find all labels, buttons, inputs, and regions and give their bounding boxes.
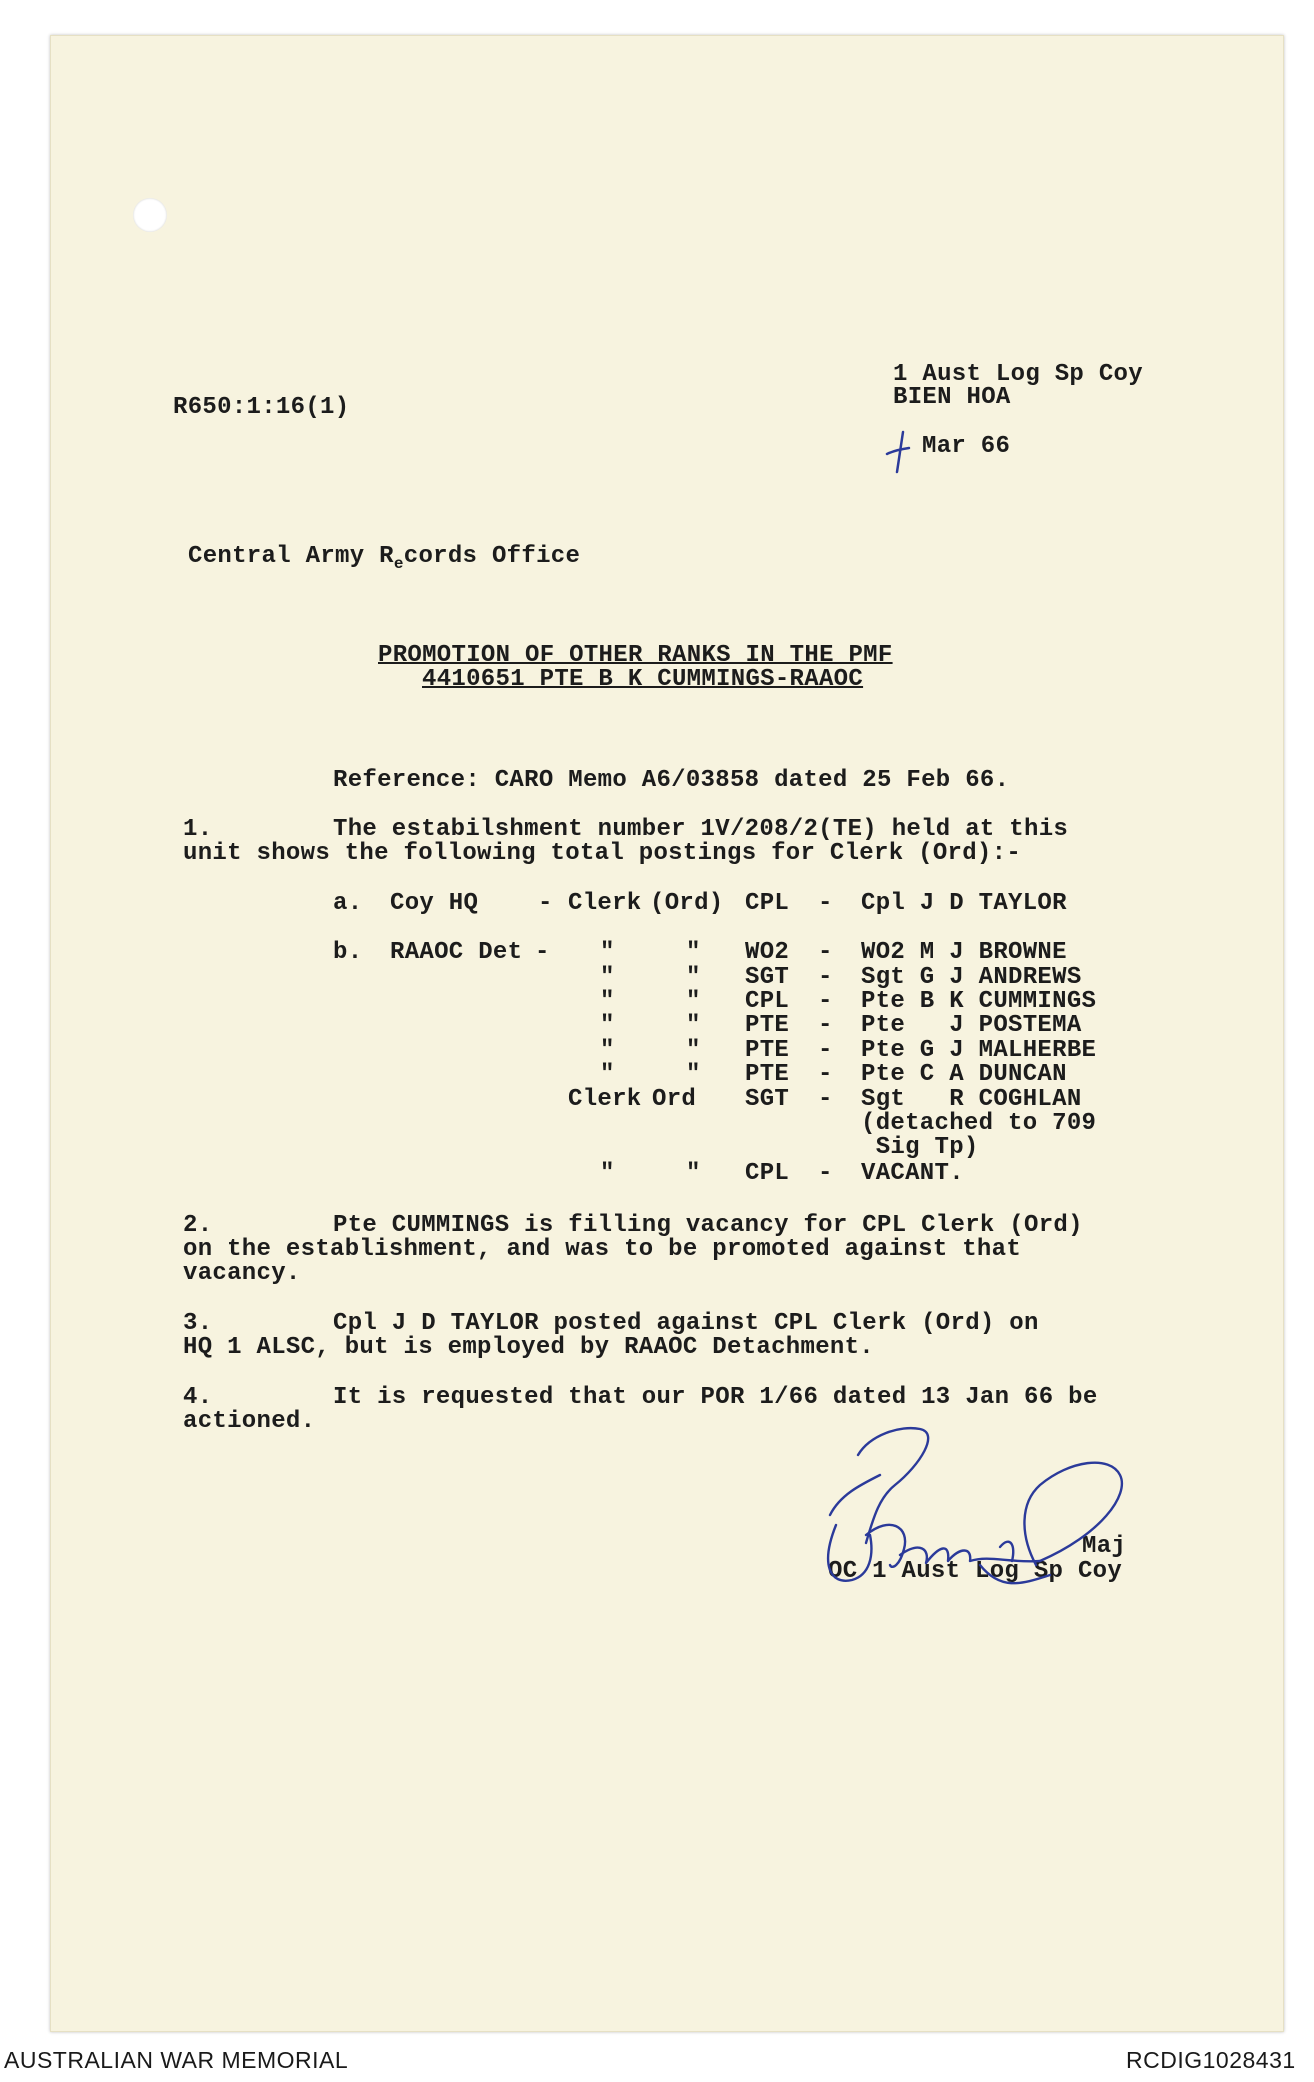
- para2-line2: on the establishment, and was to be promoted against that: [183, 1236, 1022, 1263]
- sender-location: BIEN HOA: [893, 384, 1011, 411]
- posting-holder: Cpl J D TAYLOR: [861, 890, 1067, 917]
- para1-line1: The estabilshment number 1V/208/2(TE) held at this: [333, 816, 1069, 843]
- posting-trade1: ": [600, 1061, 615, 1088]
- signatory-rank: Maj: [1082, 1533, 1127, 1560]
- posting-sep: -: [818, 1037, 833, 1064]
- para2-line3: vacancy.: [183, 1260, 301, 1287]
- handwritten-date-day: [885, 428, 915, 476]
- posting-holder: WO2 M J BROWNE: [861, 939, 1067, 966]
- para3-number: 3.: [183, 1310, 213, 1337]
- footer-record-id: RCDIG1028431: [1126, 2047, 1296, 2073]
- posting-holder: VACANT.: [861, 1160, 964, 1187]
- posting-trade1: ": [600, 1160, 615, 1187]
- reference-line: Reference: CARO Memo A6/03858 dated 25 Feb 66.: [333, 767, 1010, 794]
- posting-sep: -: [818, 964, 833, 991]
- para2-number: 2.: [183, 1212, 213, 1239]
- posting-sep: -: [818, 988, 833, 1015]
- posting-label: a.: [333, 890, 363, 917]
- addressee-sub: e: [393, 555, 404, 573]
- posting-holder: Sgt G J ANDREWS: [861, 964, 1082, 991]
- letter-date: Mar 66: [922, 433, 1011, 460]
- posting-group: Coy HQ: [390, 890, 479, 917]
- posting-rank: CPL: [745, 1160, 790, 1187]
- para3-line2: HQ 1 ALSC, but is employed by RAAOC Detachment.: [183, 1334, 875, 1361]
- posting-rank: PTE: [745, 1037, 790, 1064]
- posting-trade1: ": [600, 988, 615, 1015]
- addressee-suffix: cords Office: [403, 543, 581, 570]
- posting-holder: Pte J POSTEMA: [861, 1012, 1082, 1039]
- posting-trade1: ": [600, 1012, 615, 1039]
- posting-rank: PTE: [745, 1012, 790, 1039]
- posting-trade1: ": [600, 964, 615, 991]
- para3-line1: Cpl J D TAYLOR posted against CPL Clerk (Ord) on: [333, 1310, 1039, 1337]
- posting-rank: CPL: [745, 988, 790, 1015]
- posting-sep: -: [818, 890, 833, 917]
- posting-rank: CPL: [745, 890, 790, 917]
- posting-trade2: ": [686, 1061, 701, 1088]
- para4-line1: It is requested that our POR 1/66 dated 13 Jan 66 be: [333, 1384, 1098, 1411]
- posting-trade2: (Ord): [650, 890, 724, 917]
- posting-holder: Pte C A DUNCAN: [861, 1061, 1067, 1088]
- addressee: [188, 545, 580, 576]
- document-page: [50, 35, 1284, 2032]
- posting-trade1: Clerk: [568, 890, 642, 917]
- sender-unit: 1 Aust Log Sp Coy: [893, 361, 1143, 388]
- addressee-prefix: Central Army R: [188, 543, 394, 570]
- posting-rank: WO2: [745, 939, 790, 966]
- posting-trade2: ": [686, 1012, 701, 1039]
- posting-trade2: ": [686, 1160, 701, 1187]
- heading-title: PROMOTION OF OTHER RANKS IN THE PMF: [378, 642, 893, 669]
- posting-group: RAAOC Det: [390, 939, 523, 966]
- posting-trade2: Ord: [652, 1086, 697, 1113]
- posting-sep: -: [818, 1012, 833, 1039]
- posting-holder: Pte B K CUMMINGS: [861, 988, 1097, 1015]
- signatory-title: OC 1 Aust Log Sp Coy: [828, 1558, 1123, 1585]
- para4-number: 4.: [183, 1384, 213, 1411]
- posting-rank: PTE: [745, 1061, 790, 1088]
- handwritten-signature: [800, 1415, 1140, 1595]
- posting-trade1: Clerk: [568, 1086, 642, 1113]
- posting-trade2: ": [686, 939, 701, 966]
- para1-line2: unit shows the following total postings for Clerk (Ord):-: [183, 840, 1022, 867]
- posting-holder: Sgt R COGHLAN: [861, 1086, 1082, 1113]
- heading-subject: 4410651 PTE B K CUMMINGS-RAAOC: [422, 666, 864, 693]
- posting-sep: -: [818, 1061, 833, 1088]
- posting-trade2: ": [686, 1037, 701, 1064]
- posting-trade2: ": [686, 964, 701, 991]
- posting-dash: -: [535, 939, 550, 966]
- posting-dash: -: [538, 890, 553, 917]
- posting-rank: SGT: [745, 964, 790, 991]
- posting-sep: -: [818, 1160, 833, 1187]
- footer-archive-name: AUSTRALIAN WAR MEMORIAL: [4, 2047, 349, 2073]
- para1-number: 1.: [183, 816, 213, 843]
- posting-holder: Sig Tp): [861, 1134, 979, 1161]
- file-reference: R650:1:16(1): [173, 394, 350, 421]
- posting-trade1: ": [600, 1037, 615, 1064]
- posting-sep: -: [818, 1086, 833, 1113]
- posting-trade1: ": [600, 939, 615, 966]
- posting-sep: -: [818, 939, 833, 966]
- posting-label: b.: [333, 939, 363, 966]
- posting-rank: SGT: [745, 1086, 790, 1113]
- posting-trade2: ": [686, 988, 701, 1015]
- para4-line2: actioned.: [183, 1408, 316, 1435]
- para2-line1: Pte CUMMINGS is filling vacancy for CPL Clerk (Ord): [333, 1212, 1083, 1239]
- posting-holder: Pte G J MALHERBE: [861, 1037, 1097, 1064]
- punch-hole: [133, 198, 167, 232]
- posting-holder: (detached to 709: [861, 1110, 1097, 1137]
